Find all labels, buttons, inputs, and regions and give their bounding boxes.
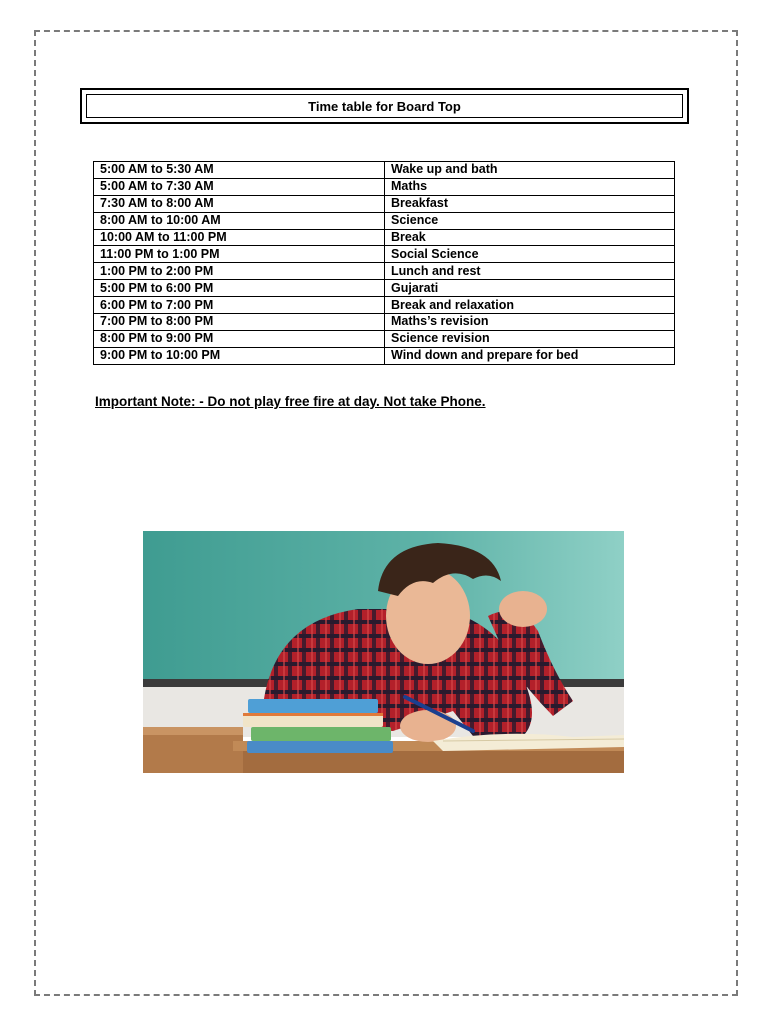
timetable-row	[94, 263, 675, 280]
activity-cell: Wake up and bath	[385, 162, 675, 179]
timetable-row	[94, 347, 675, 364]
timetable-body	[94, 162, 675, 365]
timetable	[93, 161, 675, 365]
time-cell: 5:00 AM to 5:30 AM	[94, 162, 385, 179]
timetable-row	[94, 229, 675, 246]
activity-cell: Wind down and prepare for bed	[385, 347, 675, 364]
activity-cell: Science revision	[385, 330, 675, 347]
timetable-row	[94, 314, 675, 331]
time-cell: 11:00 PM to 1:00 PM	[94, 246, 385, 263]
activity-cell: Break	[385, 229, 675, 246]
important-note: Important Note: - Do not play free fire at day. Not take Phone.	[95, 394, 486, 409]
activity-cell: Break and relaxation	[385, 297, 675, 314]
time-cell: 8:00 PM to 9:00 PM	[94, 330, 385, 347]
timetable-row	[94, 297, 675, 314]
timetable-row	[94, 212, 675, 229]
timetable-row	[94, 195, 675, 212]
activity-cell: Social Science	[385, 246, 675, 263]
activity-cell: Breakfast	[385, 195, 675, 212]
timetable-row	[94, 178, 675, 195]
activity-cell: Lunch and rest	[385, 263, 675, 280]
timetable-row	[94, 280, 675, 297]
photo-illustration	[143, 531, 624, 773]
time-cell: 9:00 PM to 10:00 PM	[94, 347, 385, 364]
time-cell: 5:00 AM to 7:30 AM	[94, 178, 385, 195]
activity-cell: Science	[385, 212, 675, 229]
time-cell: 8:00 AM to 10:00 AM	[94, 212, 385, 229]
title-frame	[80, 88, 689, 124]
timetable-row	[94, 246, 675, 263]
time-cell: 7:00 PM to 8:00 PM	[94, 314, 385, 331]
time-cell: 6:00 PM to 7:00 PM	[94, 297, 385, 314]
page-title: Time table for Board Top	[86, 94, 683, 118]
time-cell: 7:30 AM to 8:00 AM	[94, 195, 385, 212]
time-cell: 10:00 AM to 11:00 PM	[94, 229, 385, 246]
activity-cell: Maths’s revision	[385, 314, 675, 331]
student-studying-photo	[143, 531, 624, 773]
activity-cell: Gujarati	[385, 280, 675, 297]
time-cell: 5:00 PM to 6:00 PM	[94, 280, 385, 297]
timetable-row	[94, 162, 675, 179]
time-cell: 1:00 PM to 2:00 PM	[94, 263, 385, 280]
activity-cell: Maths	[385, 178, 675, 195]
timetable-row	[94, 330, 675, 347]
